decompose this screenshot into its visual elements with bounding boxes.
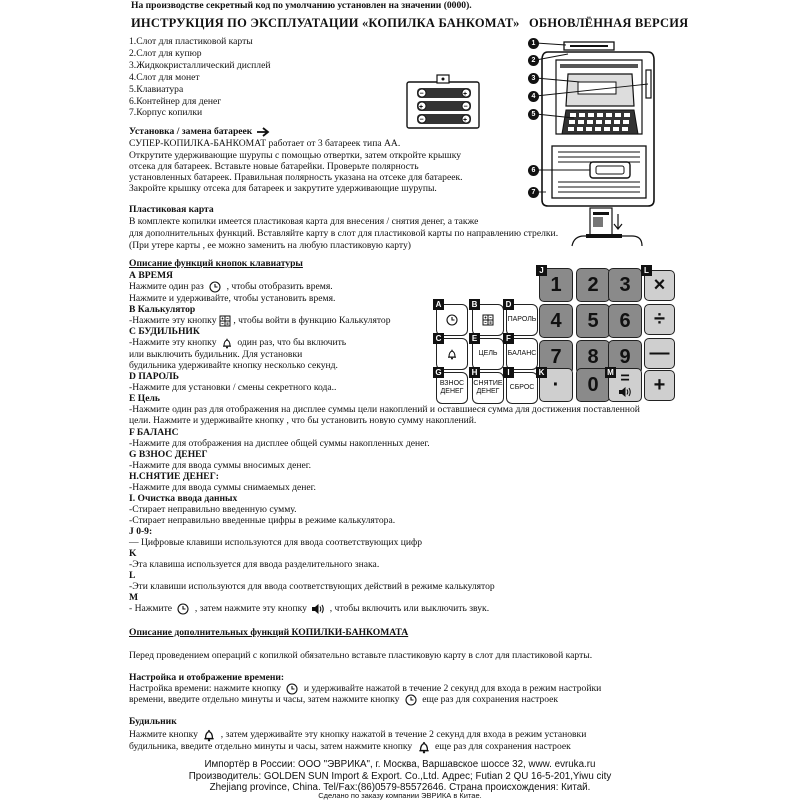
battery-line-2: Открутите удерживающие шурупы с помощью отвертки, затем откройте крышку xyxy=(129,150,462,161)
part-6: 6.Контейнер для денег xyxy=(129,96,222,107)
card-line-3: (При утере карты , ее можно заменить на любую пластиковую карту) xyxy=(129,240,411,251)
minus-key[interactable]: — xyxy=(644,338,675,369)
label-c: C xyxy=(433,333,444,344)
dot-key[interactable]: · xyxy=(539,368,573,402)
digit-8-key[interactable]: 8 xyxy=(576,340,610,374)
card-line-2: для дополнительных функций. Вставляйте карту в слот для пластиковой карты по направлению стрелки. xyxy=(129,228,559,239)
digit-2-key[interactable]: 2 xyxy=(576,268,610,302)
card-line-1: В комплекте копилки имеется пластиковая карта для внесения / снятия денег, а также xyxy=(129,216,479,227)
key-k-title: K xyxy=(129,548,137,559)
clock-icon xyxy=(405,694,417,706)
key-k-line-1: -Эта клавиша используется для ввода разделительного знака. xyxy=(129,559,380,570)
key-l-line-1: -Эти клавиши используются для ввода соответствующих действий в режиме калькулятор xyxy=(129,581,495,592)
label-j: J xyxy=(536,265,547,276)
alarm-line-2: будильника, введите отдельно минуты и часы, затем нажмите кнопку еще раз для сохранения настроек xyxy=(129,741,571,753)
equals-sign: = xyxy=(620,370,630,387)
callout-1: 1 xyxy=(528,38,539,49)
calculator-icon xyxy=(219,315,231,327)
label-g: G xyxy=(433,367,444,378)
divide-key[interactable]: ÷ xyxy=(644,304,675,335)
key-j-title: J 0-9: xyxy=(129,526,153,537)
digit-7-key[interactable]: 7 xyxy=(539,340,573,374)
extra-intro: Перед проведением операций с копилкой обязательно вставьте пластиковую карту в слот для пластиковой карты. xyxy=(129,650,593,661)
part-2: 2.Слот для купюр xyxy=(129,48,202,59)
callout-3: 3 xyxy=(528,73,539,84)
battery-heading xyxy=(129,126,271,138)
time-line-2: времени, введите отдельно минуты и часы, затем нажмите кнопку еще раз для сохранения настроек xyxy=(129,694,559,706)
speaker-icon xyxy=(311,603,325,615)
digit-1-key[interactable]: 1 xyxy=(539,268,573,302)
goal-key[interactable]: ЦЕЛЬ xyxy=(472,338,504,370)
key-m-title: M xyxy=(129,592,139,603)
digit-4-key[interactable]: 4 xyxy=(539,304,573,338)
calculator-icon xyxy=(482,314,494,326)
part-5: 5.Клавиатура xyxy=(129,84,184,95)
key-m-line-1: - Нажмите , затем нажмите эту кнопку , чтобы включить или выключить звук. xyxy=(129,603,490,615)
key-i-line-1: -Стирает неправильно введенную сумму. xyxy=(129,504,297,515)
key-d-line-1: -Нажмите для установки / смены секретного кода.. xyxy=(129,382,337,393)
key-f-title: F БАЛАНС xyxy=(129,427,179,438)
arrow-icon xyxy=(257,127,271,137)
key-e-line-1: -Нажмите один раз для отображения на дисплее суммы цели накоплений и оставшиеся сумма для достижения поставленной xyxy=(129,404,640,415)
key-c-line-1: -Нажмите эту кнопку один раз, что бы включить xyxy=(129,337,347,349)
bell-icon xyxy=(446,348,458,360)
key-g-line-1: -Нажмите для ввода суммы вносимых денег. xyxy=(129,460,311,471)
card-heading: Пластиковая карта xyxy=(129,204,214,215)
label-a: A xyxy=(433,299,444,310)
svg-text:+: + xyxy=(463,90,468,98)
battery-compartment-illustration xyxy=(405,72,485,132)
key-c-line-3: будильника удерживайте кнопку несколько секунд. xyxy=(129,360,338,371)
digit-3-key[interactable]: 3 xyxy=(608,268,642,302)
title-left: ИНСТРУКЦИЯ ПО ЭКСПЛУАТАЦИИ «КОПИЛКА БАНКОМАТ» xyxy=(131,16,520,30)
svg-text:−: − xyxy=(419,90,424,98)
key-e-title: Е Цель xyxy=(129,393,160,404)
page-title xyxy=(131,17,688,29)
footer-importer: Импортёр в России: ООО "ЭВРИКА", г. Москва, Варшавское шоссе 32, www. evruka.ru xyxy=(204,759,596,770)
callout-6: 6 xyxy=(528,165,539,176)
time-heading: Настройка и отображение времени: xyxy=(129,672,285,683)
key-c-title: С БУДИЛЬНИК xyxy=(129,326,200,337)
password-key[interactable]: ПАРОЛЬ xyxy=(506,304,538,336)
battery-line-1: СУПЕР-КОПИЛКА-БАНКОМАТ работает от 3 батареек типа АА. xyxy=(129,138,401,149)
callout-7: 7 xyxy=(528,187,539,198)
svg-text:+: + xyxy=(463,116,468,124)
part-4: 4.Слот для монет xyxy=(129,72,200,83)
callout-4: 4 xyxy=(528,91,539,102)
card-insert-illustration xyxy=(570,206,645,254)
extra-heading: Описание дополнительных функций КОПИЛКИ-БАНКОМАТА xyxy=(129,627,409,638)
key-e-line-2: цели. Нажмите и удерживайте кнопку , что бы установить новую сумму накоплений. xyxy=(129,415,477,426)
part-7: 7.Корпус копилки xyxy=(129,107,203,118)
key-d-title: D ПАРОЛЬ xyxy=(129,371,179,382)
reset-key[interactable]: СБРОС xyxy=(506,372,538,404)
key-i-line-2: -Стирает неправильно введенные цифры в режиме калькулятора. xyxy=(129,515,396,526)
key-h-title: Н.СНЯТИЕ ДЕНЕГ: xyxy=(129,471,219,482)
digit-0-key[interactable]: 0 xyxy=(576,368,610,402)
battery-heading-text: Установка / замена батареек xyxy=(129,126,253,137)
time-line-1: Настройка времени: нажмите кнопку и удерживайте нажатой в течение 2 секунд для входа в режим настройки xyxy=(129,683,602,695)
callout-2: 2 xyxy=(528,55,539,66)
label-e: E xyxy=(469,333,480,344)
key-g-title: G ВЗНОС ДЕНЕГ xyxy=(129,449,208,460)
bell-icon xyxy=(221,337,233,349)
speaker-icon xyxy=(618,386,632,398)
keys-heading: Описание функций кнопок клавиатуры xyxy=(129,258,303,269)
digit-5-key[interactable]: 5 xyxy=(576,304,610,338)
key-a-line-2: Нажмите и удерживайте, чтобы установить время. xyxy=(129,293,336,304)
label-i: I xyxy=(503,367,514,378)
key-b-title: В Калькулятор xyxy=(129,304,196,315)
key-j-line-1: — Цифровые клавиши используются для ввода соответствующих цифр xyxy=(129,537,423,548)
alarm-line-1: Нажмите кнопку , затем удерживайте эту кнопку нажатой в течение 2 секунд для входа в режим установки xyxy=(129,729,587,741)
key-c-line-2: или выключить будильник. Для установки xyxy=(129,349,303,360)
deposit-key[interactable]: ВЗНОС ДЕНЕГ xyxy=(436,372,468,404)
clock-icon xyxy=(209,281,221,293)
key-i-title: I. Очистка ввода данных xyxy=(129,493,238,504)
bell-icon xyxy=(417,740,431,754)
key-a-title: А ВРЕМЯ xyxy=(129,270,173,281)
digit-9-key[interactable]: 9 xyxy=(608,340,642,374)
clock-icon xyxy=(177,603,189,615)
multiply-key[interactable]: × xyxy=(644,270,675,301)
footer-made-for: Сделано по заказу компании ЭВРИКА в Китае. xyxy=(318,791,482,800)
key-f-line-1: -Нажмите для отображения на дисплее общей суммы накопленных денег. xyxy=(129,438,430,449)
label-b: B xyxy=(469,299,480,310)
key-h-line-1: -Нажмите для ввода суммы снимаемых денег. xyxy=(129,482,316,493)
footer-address: Zhejiang province, China. Tel/Fax:(86)0579-85572646. Страна происхождения: Китай. xyxy=(209,782,591,793)
footer-manufacturer: Производитель: GOLDEN SUN Import & Export. Co.,Ltd. Адрес; Futian 2 QU 16-5-201,Yiwu city xyxy=(188,771,612,782)
atm-bank-illustration xyxy=(520,34,670,209)
battery-line-5: Закройте крышку отсека для батареек и закрутите удерживающие шурупы. xyxy=(129,183,437,194)
key-b-line-1: -Нажмите эту кнопку , чтобы войти в функцию Калькулятор xyxy=(129,315,391,327)
label-f: F xyxy=(503,333,514,344)
label-k: K xyxy=(536,367,547,378)
balance-key[interactable]: БАЛАНС xyxy=(506,338,538,370)
title-right: ОБНОВЛЁННАЯ ВЕРСИЯ xyxy=(528,16,689,30)
key-l-title: L xyxy=(129,570,136,581)
label-h: H xyxy=(469,367,480,378)
part-3: 3.Жидкокристаллический дисплей xyxy=(129,60,271,71)
svg-text:−: − xyxy=(463,103,468,111)
digit-6-key[interactable]: 6 xyxy=(608,304,642,338)
clock-icon xyxy=(446,314,458,326)
label-d: D xyxy=(503,299,514,310)
plus-key[interactable]: + xyxy=(644,370,675,401)
label-l: L xyxy=(641,265,652,276)
svg-text:+: + xyxy=(419,103,424,111)
svg-text:−: − xyxy=(419,116,424,124)
key-a-line-1: Нажмите один раз , чтобы отобразить время. xyxy=(129,281,333,293)
withdraw-key[interactable]: СНЯТИЕ ДЕНЕГ xyxy=(472,372,504,404)
part-1: 1.Слот для пластиковой карты xyxy=(129,36,253,47)
battery-line-3: отсека для батареек. Вставьте новые батарейки. Проверьте полярность xyxy=(129,161,419,172)
label-m: M xyxy=(605,367,616,378)
callout-5: 5 xyxy=(528,109,539,120)
alarm-heading: Будильник xyxy=(129,716,177,727)
battery-line-4: установленных батареек. Правильная полярность указана на отсеке для батареек. xyxy=(129,172,463,183)
top-note: На производстве секретный код по умолчанию установлен на значении (0000). xyxy=(131,0,472,11)
